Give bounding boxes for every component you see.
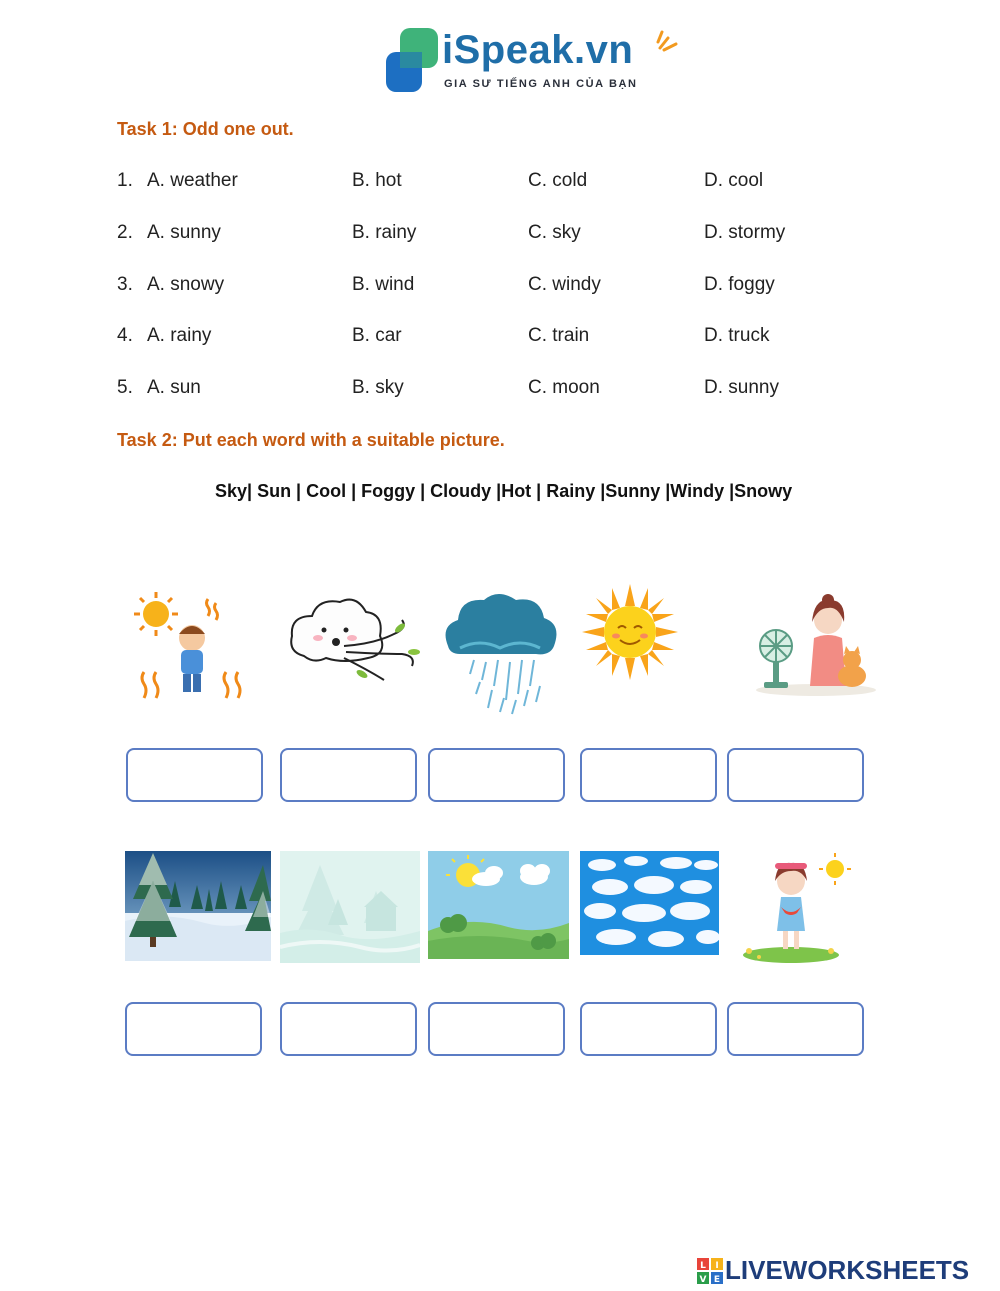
logo-block-letter: V (699, 1275, 707, 1284)
option-c: C. sky (528, 222, 581, 243)
option-b: B. sky (352, 377, 404, 398)
logo-block-letter: L (700, 1261, 706, 1271)
answer-box-hot-boy[interactable] (126, 748, 263, 802)
liveworksheets-logo-icon (697, 1258, 723, 1284)
task1-title: Task 1: Odd one out. (117, 119, 294, 139)
foggy-landscape-picture (280, 851, 420, 963)
option-c: C. windy (528, 274, 601, 295)
liveworksheets-wordmark: LIVEWORKSHEETS (725, 1255, 970, 1285)
cool-girl-fan-picture (752, 594, 878, 698)
answer-box-sunny-girl[interactable] (727, 1002, 864, 1056)
windy-cloud-picture (284, 594, 424, 689)
answer-box-windy-cloud[interactable] (280, 748, 417, 802)
logo-block-letter: I (715, 1261, 719, 1271)
answer-box-snowy-forest[interactable] (125, 1002, 262, 1056)
option-a: A. sunny (147, 222, 221, 243)
option-d: D. sunny (704, 377, 779, 398)
brand-tagline: GIA SƯ TIẾNG ANH CỦA BẠN (444, 78, 638, 90)
option-d: D. truck (704, 325, 770, 346)
option-b: B. rainy (352, 222, 417, 243)
question-row (117, 274, 897, 300)
task2-title: Task 2: Put each word with a suitable picture. (117, 430, 505, 450)
option-a: A. sun (147, 377, 201, 398)
cloudy-sky-picture (580, 851, 719, 955)
option-d: D. cool (704, 170, 764, 191)
question-row (117, 325, 897, 351)
word-bank: Sky| Sun | Cool | Foggy | Cloudy |Hot | Rainy |Sunny |Windy |Snowy (215, 481, 793, 501)
option-c: C. train (528, 325, 590, 346)
rain-cloud-picture (440, 590, 560, 718)
answer-box-cloudy-sky[interactable] (580, 1002, 717, 1056)
question-number: 4. (117, 325, 133, 346)
sun-picture (582, 584, 678, 680)
hot-boy-picture (130, 590, 250, 705)
question-number: 2. (117, 222, 133, 243)
sunny-girl-picture (735, 851, 851, 965)
brand-logo-icon (384, 28, 440, 94)
option-a: A. snowy (147, 274, 225, 295)
option-c: C. cold (528, 170, 588, 191)
option-d: D. stormy (704, 222, 786, 243)
option-b: B. car (352, 325, 402, 346)
answer-box-foggy-landscape[interactable] (280, 1002, 417, 1056)
spark-icon (656, 26, 682, 52)
question-row (117, 377, 897, 403)
option-b: B. hot (352, 170, 402, 191)
question-number: 3. (117, 274, 133, 295)
answer-box-sun[interactable] (580, 748, 717, 802)
option-b: B. wind (352, 274, 415, 295)
snowy-forest-picture (125, 851, 271, 961)
option-c: C. moon (528, 377, 600, 398)
question-row (117, 222, 897, 248)
logo-block-letter: E (713, 1275, 721, 1284)
option-a: A. rainy (147, 325, 212, 346)
sunny-landscape-picture (428, 851, 569, 959)
brand-name: iSpeak.vn (442, 28, 634, 72)
answer-box-sunny-landscape[interactable] (428, 1002, 565, 1056)
question-number: 5. (117, 377, 133, 398)
option-d: D. foggy (704, 274, 775, 295)
brand-logo (384, 26, 684, 98)
answer-box-cool-girl[interactable] (727, 748, 864, 802)
question-number: 1. (117, 170, 133, 191)
answer-box-rain-cloud[interactable] (428, 748, 565, 802)
option-a: A. weather (147, 170, 238, 191)
sun-icon (134, 592, 178, 636)
question-row (117, 170, 897, 196)
